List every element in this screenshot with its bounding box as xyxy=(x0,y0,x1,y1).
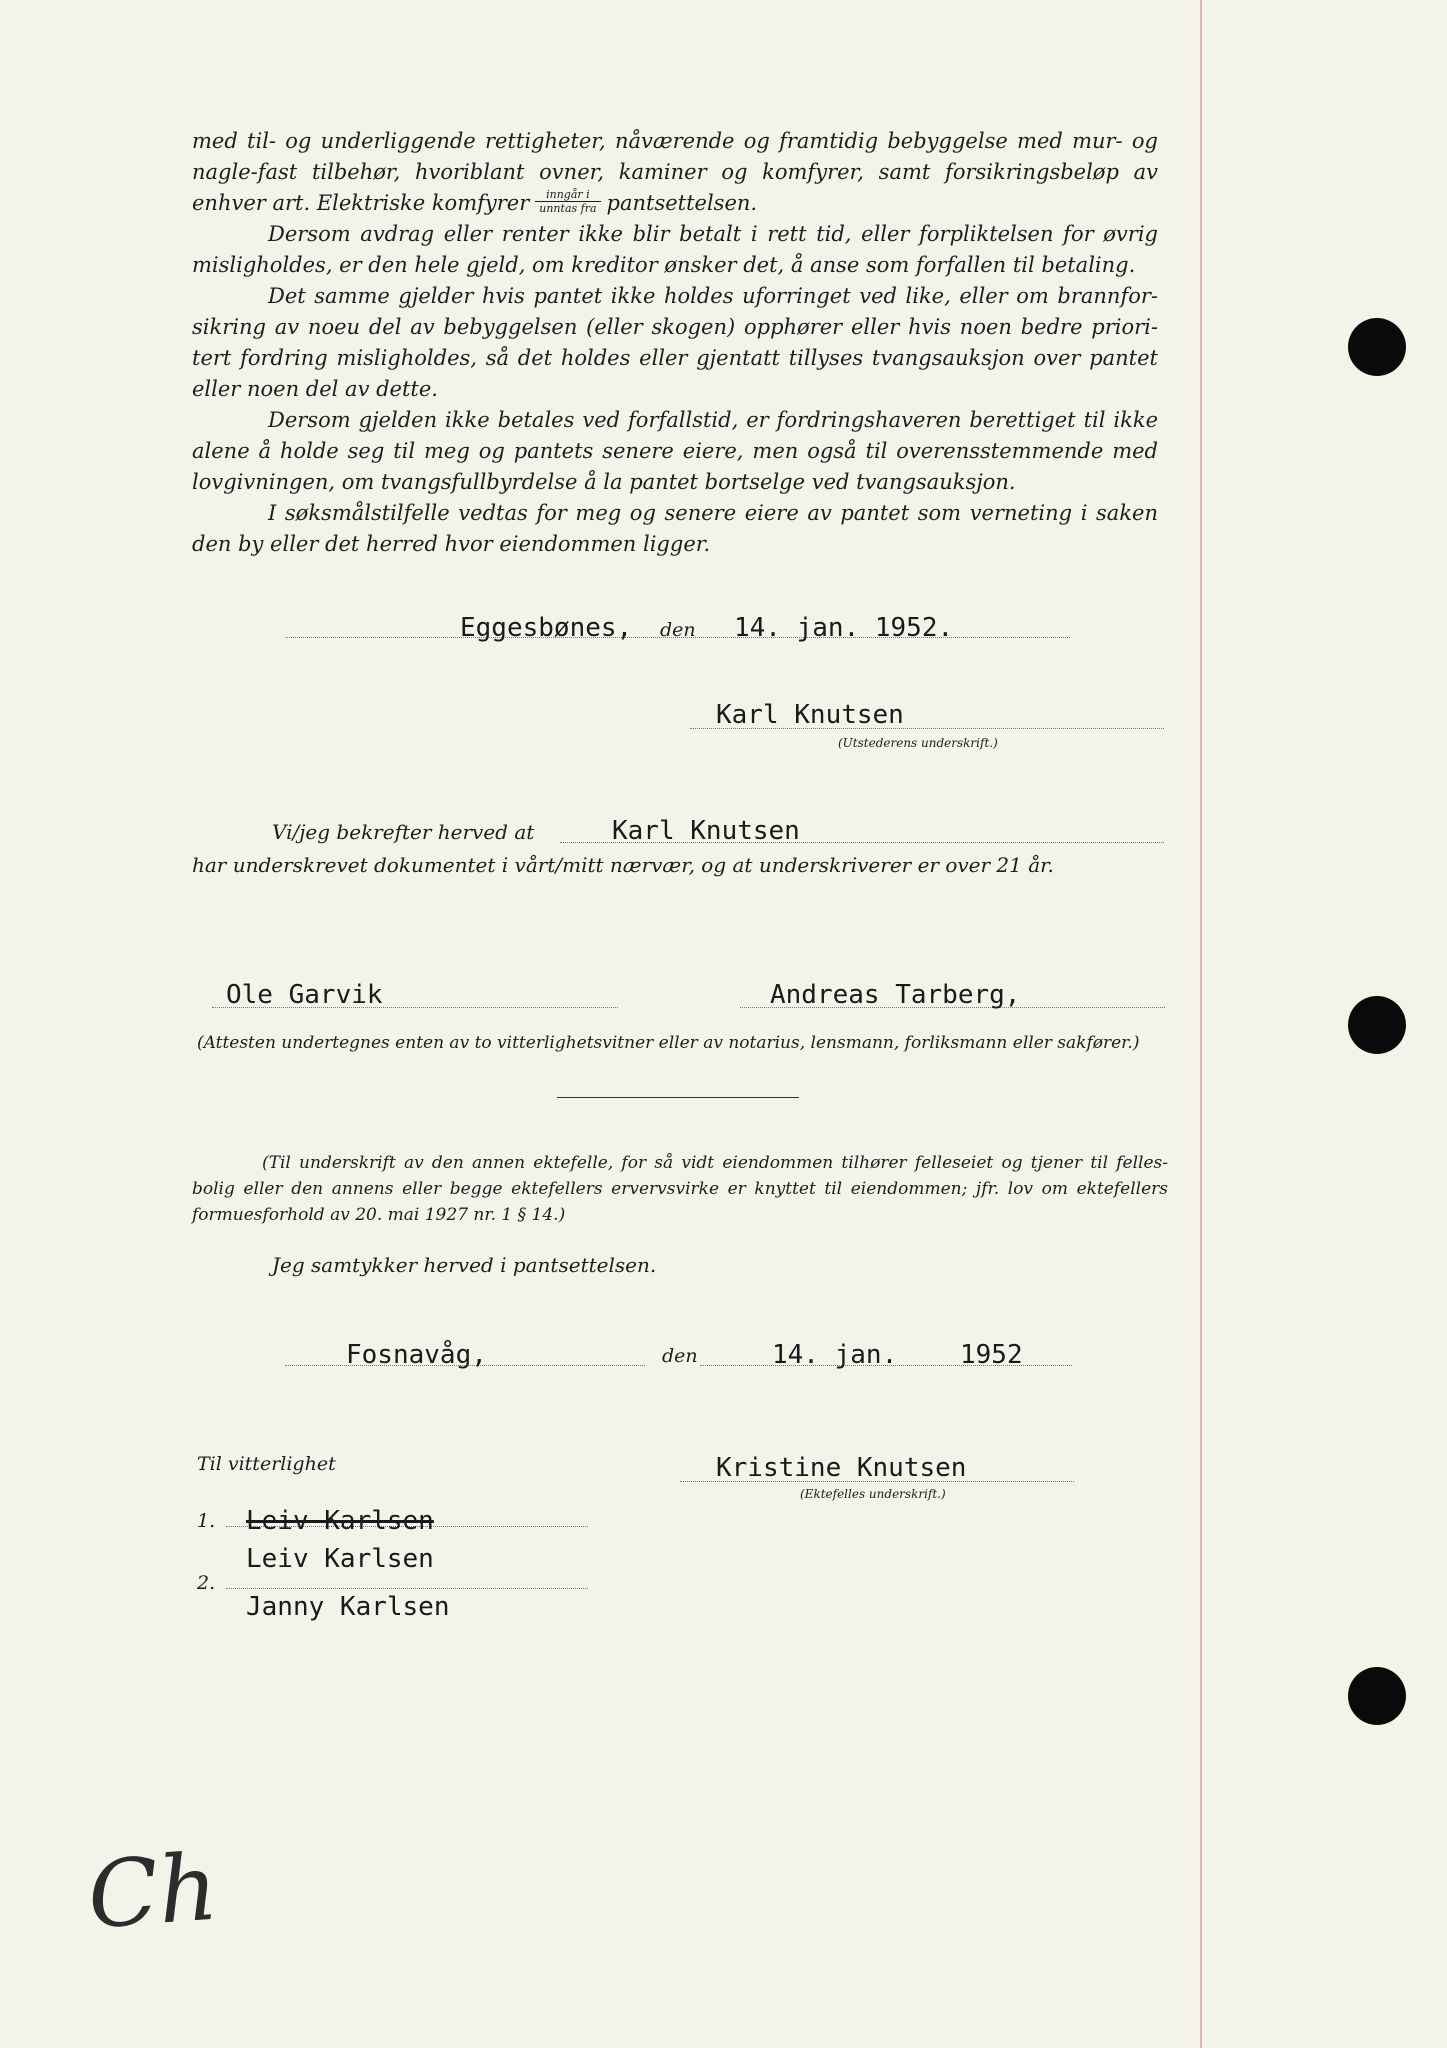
attest-name: Karl Knutsen xyxy=(612,816,800,846)
witness-name: Leiv Karlsen xyxy=(246,1544,434,1574)
margin-rule xyxy=(1200,0,1202,2048)
witness-name: Ole Garvik xyxy=(226,980,383,1010)
attest-prefix: Vi/jeg bekrefter herved at xyxy=(272,820,535,844)
den-label: den xyxy=(662,1345,698,1367)
terms-paragraph: Dersom gjelden ikke betales ved forfallstid, er fordringshaveren berettiget til ikke alene å holde seg til meg og pantets senere eiere, men også til overensstemmende med lovgivningen, om tvangsfullbyrdelse å la pantet bortselge ved tvangsauksjon. xyxy=(192,408,1158,494)
den-label: den xyxy=(660,619,696,641)
punch-hole xyxy=(1348,1667,1406,1725)
divider xyxy=(557,1097,799,1098)
handwritten-initials: Ch xyxy=(84,1833,222,1950)
consent-statement: Jeg samtykker herved i pantsettelsen. xyxy=(272,1253,657,1277)
witness-name: Andreas Tarberg, xyxy=(770,980,1021,1010)
spouse-caption: (Ektefelles underskrift.) xyxy=(800,1487,946,1501)
punch-hole xyxy=(1348,996,1406,1054)
attest-statement: har underskrevet dokumentet i vårt/mitt nærvær, og at underskriverer er over 21 år. xyxy=(192,853,1054,877)
witness-line xyxy=(226,1588,588,1589)
issue-place: Eggesbønes, xyxy=(460,613,633,643)
spouse-signature: Kristine Knutsen xyxy=(716,1453,967,1483)
terms-paragraph: I søksmålstilfelle vedtas for meg og senere eiere av pantet som verneting i saken den by eller det herred hvor eiendommen ligger. xyxy=(192,501,1158,556)
attest-caption: (Attesten undertegnes enten av to vitterlighetsvitner eller av notarius, lensmann, forliksmann eller sakfører.) xyxy=(197,1033,1140,1053)
witness-number: 1. xyxy=(197,1510,216,1532)
witness-number: 2. xyxy=(197,1572,216,1594)
issuer-signature: Karl Knutsen xyxy=(716,700,904,730)
terms-paragraph: med til- og underliggende rettigheter, nåværende og framtidig bebyggelse med mur- og nagle-fast tilbehør, hvoriblant ovner, kaminer og komfyrer, samt forsikringsbeløp av enhver art. Elektriske komfyrer $\frac{\text{inngår i}}{\text{unntas fra}}$ pantsettelsen. xyxy=(192,129,1158,215)
fraction-options: $\frac{\text{inngår i}}{\text{unntas fra}}$ xyxy=(535,188,600,215)
terms-paragraph: Det samme gjelder hvis pantet ikke holdes uforringet ved like, eller om brannfor-sikring av noeu del av bebyggelsen (eller skogen) opphører eller hvis noen bedre priori-tert fordring misligholdes, så det holdes eller gjentatt tillyses tvangsauksjon over pantet eller noen del av dette. xyxy=(192,284,1158,401)
issue-date: 14. jan. 1952. xyxy=(734,613,954,643)
signature-caption: (Utstederens underskrift.) xyxy=(838,736,998,750)
spouse-note: (Til underskrift av den annen ektefelle, for så vidt eiendommen tilhører felleseiet og tjener til felles-bolig eller den annens eller begge ektefellers ervervsvirke er knyttet til eiendommen; jfr. lov om ektefellers formuesforhold av 20. mai 1927 nr. 1 § 14.) xyxy=(192,1153,1168,1225)
struck-witness-name: Leiv Karlsen xyxy=(246,1506,434,1536)
mortgage-terms xyxy=(192,126,1158,560)
witness-name: Janny Karlsen xyxy=(246,1592,450,1622)
consent-date-year: 1952 xyxy=(960,1340,1023,1370)
consent-place: Fosnavåg, xyxy=(346,1340,487,1370)
consent-date-day: 14. jan. xyxy=(772,1340,898,1370)
terms-paragraph: Dersom avdrag eller renter ikke blir betalt i rett tid, eller forpliktelsen for øvrig misligholdes, er den hele gjeld, om kreditor ønsker det, å anse som forfallen til betaling. xyxy=(192,222,1158,277)
witness-label: Til vitterlighet xyxy=(197,1453,336,1475)
punch-hole xyxy=(1348,318,1406,376)
